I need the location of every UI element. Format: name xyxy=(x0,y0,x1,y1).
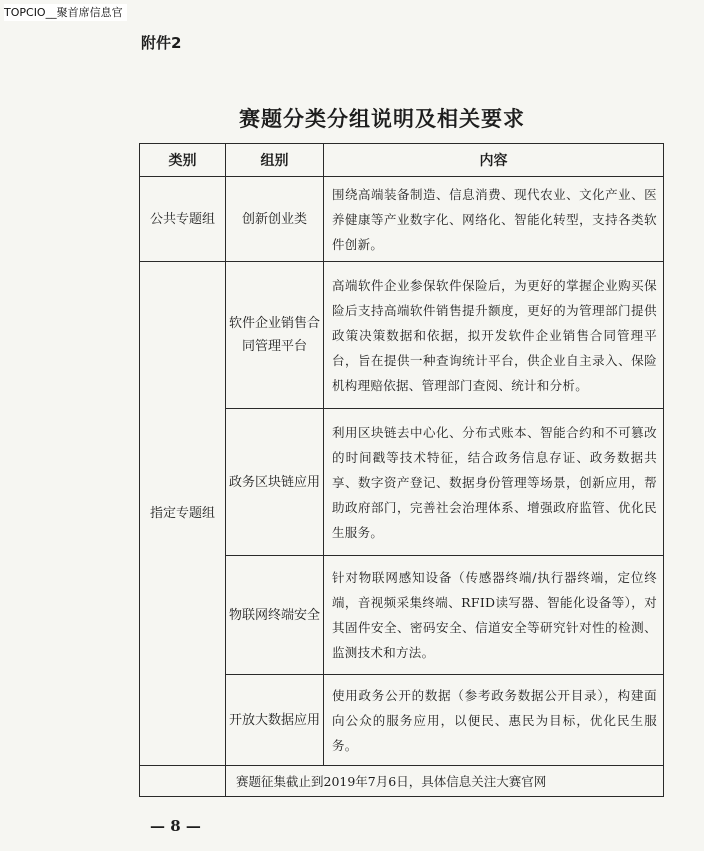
group-cell: 政务区块链应用 xyxy=(226,409,324,556)
header-group: 组别 xyxy=(226,144,324,177)
content-cell: 使用政务公开的数据（参考政务数据公开目录），构建面向公众的服务应用，以便民、惠民为目标，优化民生服务。 xyxy=(324,675,664,766)
content-cell: 高端软件企业参保软件保险后，为更好的掌握企业购买保险后支持高端软件销售提升额度，更好的为管理部门提供政策决策数据和依据，拟开发软件企业销售合同管理平台，旨在提供一种查询统计平台，供企业自主录入、保险机构理赔依据、管理部门查阅、统计和分析。 xyxy=(324,262,664,409)
header-content: 内容 xyxy=(324,144,664,177)
page-title: 赛题分类分组说明及相关要求 xyxy=(239,107,525,131)
group-cell: 开放大数据应用 xyxy=(226,675,324,766)
watermark: TOPCIO__聚首席信息官 xyxy=(4,4,127,21)
requirements-table xyxy=(139,143,664,797)
group-cell: 创新创业类 xyxy=(226,177,324,262)
attachment-label: 附件2 xyxy=(141,34,182,52)
category-cell: 公共专题组 xyxy=(140,177,226,262)
group-cell: 软件企业销售合同管理平台 xyxy=(226,262,324,409)
table-row xyxy=(140,262,664,409)
content-cell: 围绕高端装备制造、信息消费、现代农业、文化产业、医养健康等产业数字化、网络化、智能化转型，支持各类软件创新。 xyxy=(324,177,664,262)
content-cell: 利用区块链去中心化、分布式账本、智能合约和不可篡改的时间戳等技术特征，结合政务信息存证、政务数据共享、数字资产登记、数据身份管理等场景，创新应用，帮助政府部门，完善社会治理体系、增强政府监管、优化民生服务。 xyxy=(324,409,664,556)
header-category: 类别 xyxy=(140,144,226,177)
page-number: — 8 — xyxy=(150,817,201,835)
table-footer-row xyxy=(140,766,664,797)
footer-empty-cell xyxy=(140,766,226,797)
deadline-note: 赛题征集截止到2019年7月6日，具体信息关注大赛官网 xyxy=(226,766,664,797)
table-row xyxy=(140,177,664,262)
category-cell: 指定专题组 xyxy=(140,262,226,766)
content-cell: 针对物联网感知设备（传感器终端/执行器终端，定位终端，音视频采集终端、RFID读写器、智能化设备等），对其固件安全、密码安全、信道安全等研究针对性的检测、监测技术和方法。 xyxy=(324,556,664,675)
group-cell: 物联网终端安全 xyxy=(226,556,324,675)
table-header-row xyxy=(140,144,664,177)
